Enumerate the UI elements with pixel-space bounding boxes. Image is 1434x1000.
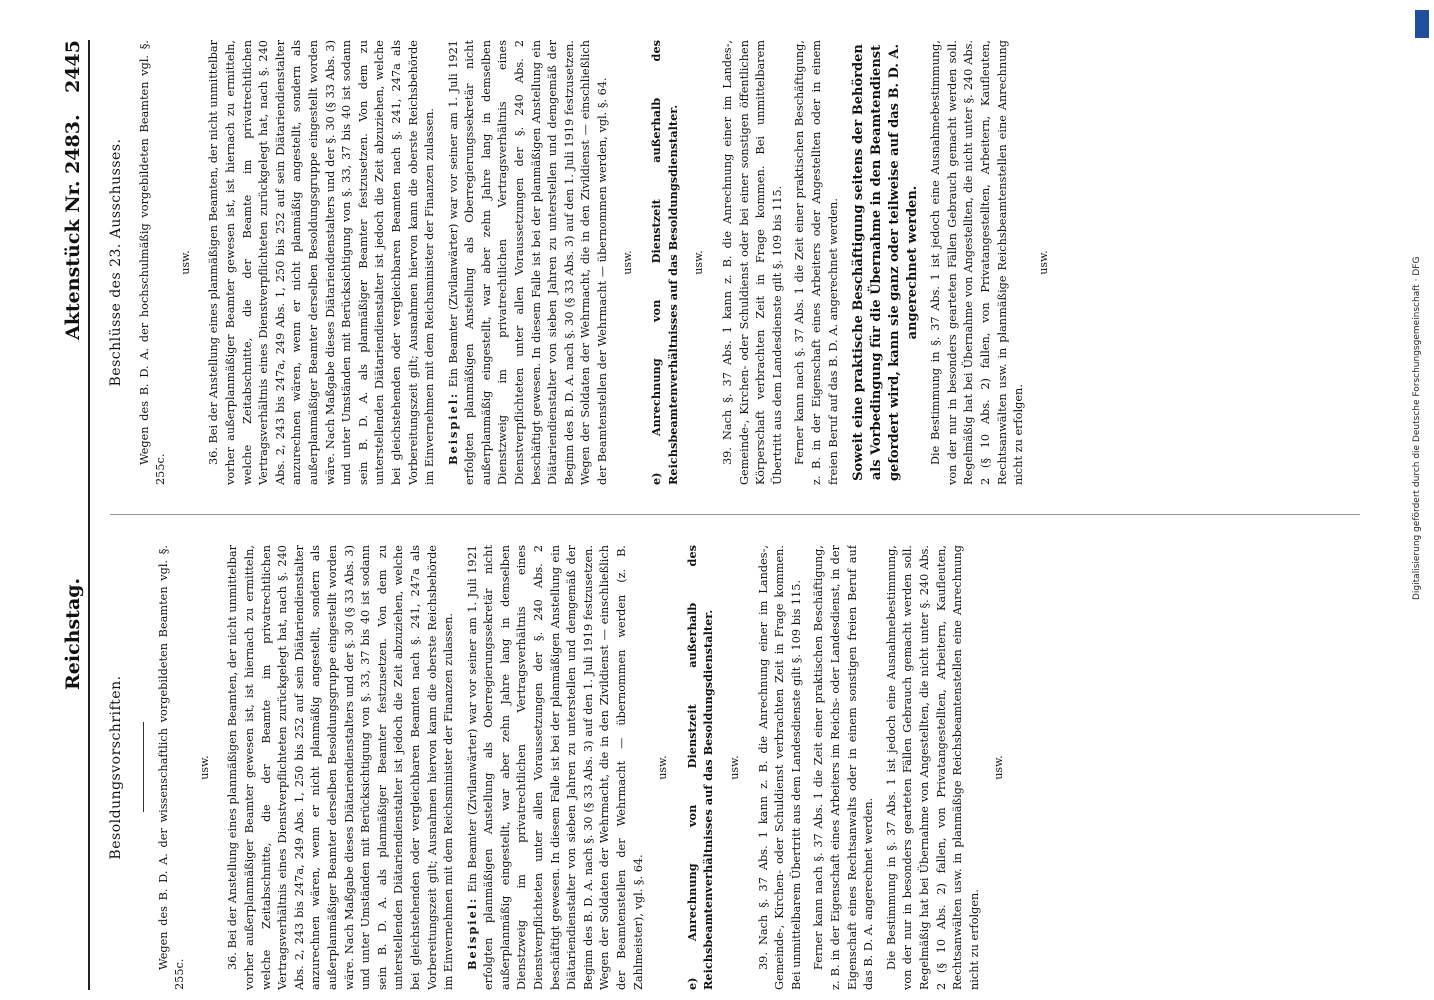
right-para-ferner: Ferner kann nach §. 37 Abs. 1 die Zeit einer praktischen Beschäftigung, z. B. in der Eigenschaft eines Arbeiters oder Angestellten oder in einem freien Beruf auf das B. D. A. angerechnet werden. [793,40,840,485]
left-intro: Wegen des B. D. A. der wissenschaftlich vorgebildeten Beamten vgl. §. 255c. [156,545,187,990]
left-para-bestimmung: Die Bestimmung in §. 37 Abs. 1 ist jedoch eine Ausnahmebestimmung, von der nur in besonders gearteten Fällen Gebrauch gemacht werden soll. Regelmäßig hat bei Übernahme von Angestellten, die nicht unter §. 240 Abs. 2 (§ 10 Abs. 2) fallen, von Privatangestellten, Arbeitern, Kaufleuten, Rechtsanwälten usw. in planmäßige Reichsbeamtenstellen eine Anrechnung nicht zu erfolgen. [884,545,981,990]
dfg-logo [1415,10,1429,38]
right-para-36: 36. Bei der Anstellung eines planmäßigen Beamten, der nicht unmittelbar vorher außerplanmäßiger Beamter gewesen ist, ist hiernach zu ermitteln, welche Zeitabschnitte, die der Beamte im privatrechtlichen Vertragsverhältnis eines Dienstverpflichteten zurückgelegt hat, nach §. 240 Abs. 2, 243 bis 247a, 249 Abs. 1, 250 bis 252 auf sein Diätariendienstalter anzurechnen wären, wenn er nicht planmäßig angestellt, sondern als außerplanmäßiger Beamter derselben Besoldungsgruppe eingestellt worden wäre. Nach Maßgabe dieses Diätariendienstalters und der §. 30 (§ 33 Abs. 3) und unter Umständen mit Berücksichtigung von §. 33, 37 bis 40 ist sodann sein B. D. A. als planmäßiger Beamter festzusetzen. Von dem zu unterstellenden Diätariendienstalter ist jedoch die Zeit abzuziehen, welche bei gleichstehenden oder vergleichbaren Beamten nach §. 241, 247a als Vorbereitungszeit gilt; Ausnahmen hiervon kann die oberste Reichsbehörde im Einvernehmen mit dem Reichsminister der Finanzen zulassen. [207,40,437,485]
right-column-title: Beschlüsse des 23. Ausschusses. [108,138,124,387]
left-section-e: e) Anrechnung von Dienstzeit außerhalb des Reichsbeamtenverhältnisses auf das Besoldungsdienstalter. [684,545,716,990]
usw-marker: usw. [178,250,192,275]
digitization-credit [1412,10,1432,600]
rotated-page-content [50,40,1380,990]
usw-marker: usw. [620,250,634,275]
left-para-39: 39. Nach §. 37 Abs. 1 kann z. B. die Anrechnung einer im Landes-, Gemeinde-, Kirchen- oder Schuldienst verbrachten Zeit in Frage kommen. Bei unmittelbarem Übertritt aus dem Landesdienste gilt §. 109 bis 115. [756,545,803,990]
right-para-bestimmung: Die Bestimmung in §. 37 Abs. 1 ist jedoch eine Ausnahmebestimmung, von der nur in besonders gearteten Fällen Gebrauch gemacht werden soll. Regelmäßig hat bei Übernahme von Angestellten, die nicht unter §. 240 Abs. 2 (§ 10 Abs. 2) fallen, von Privatangestellten, Arbeitern, Kaufleuten, Rechtsanwälten usw. in planmäßige Reichsbeamtenstellen eine Anrechnung nicht zu erfolgen. [929,40,1026,485]
right-section-e: e) Anrechnung von Dienstzeit außerhalb des Reichsbeamtenverhältnisses auf das Besoldungsdienstalter. [649,40,680,485]
usw-marker: usw. [197,755,211,780]
usw-marker: usw. [1036,250,1050,275]
right-example [445,40,612,485]
left-column-title: Besoldungsvorschriften. [108,545,144,990]
left-example [464,545,648,990]
example-text: Ein Beamter (Zivilanwärter) war vor seiner am 1. Juli 1921 erfolgten planmäßigen Anstellung als Oberregierungssekretär nicht außerplanmäßig eingestellt, war aber zehn Jahre lang in demselben Dienstzweig im privatrechtlichen Vertragsverhältnis eines Dienstverpflichteten unter allen Voraussetzungen der §. 240 Abs. 2 beschäftigt gewesen. In diesem Falle ist bei der planmäßigen Anstellung ein Diätariendienstalter von sieben Jahren zu unterstellen und demgemäß der Beginn des B. D. A. nach §. 30 (§ 33 Abs. 3) auf den 1. Juli 1919 festzusetzen. Wegen der Soldaten der Wehrmacht, die in den Zivildienst — einschließlich der Beamtenstellen der Wehrmacht — übernommen werden, vgl. §. 64. [446,40,610,485]
right-intro: Wegen des B. D. A. der hochschulmäßig vorgebildeten Beamten vgl. §. 255c. [137,40,168,485]
usw-marker: usw. [692,250,706,275]
left-para-ferner: Ferner kann nach §. 37 Abs. 1 die Zeit einer praktischen Beschäftigung, z. B. in der Eigenschaft eines Arbeiters im Reichs- oder Landesdienst, in der Eigenschaft eines Rechtsanwalts oder in einem sonstigen freien Beruf auf das B. D. A. angerechnet werden. [812,545,876,990]
page-number: 2445 [62,40,84,93]
example-text: Ein Beamter (Zivilanwärter) war vor seiner am 1. Juli 1921 erfolgten planmäßigen Anstellung als Oberregierungssekretär nicht außerplanmäßig eingestellt, war aber zehn Jahre lang in demselben Dienstzweig im privatrechtlichen Vertragsverhältnis eines Dienstverpflichteten unter allen Voraussetzungen der §. 240 Abs. 2 beschäftigt gewesen. In diesem Falle ist bei der planmäßigen Anstellung ein Diätariendienstalter von sieben Jahren zu unterstellen und demgemäß der Beginn des B. D. A. nach §. 30 (§ 33 Abs. 3) auf den 1. Juli 1919 festzusetzen. Wegen der Soldaten der Wehrmacht, die in den Zivildienst — einschließlich der Beamtenstellen der Wehrmacht — übernommen werden (z. B. Zahlmeister), vgl. §. 64. [465,545,645,990]
usw-marker: usw. [656,755,670,780]
right-soweit-heading: Soweit eine praktische Beschäftigung seitens der Behörden als Vorbedingung für die Übernahme in den Beamtendienst gefordert wird, kann sie ganz oder teilweise auf das B. D. A. angerechnet werden. [851,43,921,482]
left-para-36: 36. Bei der Anstellung eines planmäßigen Beamten, der nicht unmittelbar vorher außerplanmäßiger Beamter gewesen ist, ist hiernach zu ermitteln, welche Zeitabschnitte, die der Beamte im privatrechtlichen Vertragsverhältnis eines Dienstverpflichteten zurückgelegt hat, nach §. 240 Abs. 2, 243 bis 247a, 249 Abs. 1, 250 bis 252 auf sein Diätariendienstalter anzurechnen wären, wenn er nicht planmäßig angestellt, sondern als außerplanmäßiger Beamter derselben Besoldungsgruppe eingestellt worden wäre. Nach Maßgabe dieses Diätariendienstalters und der §. 30 (§ 33 Abs. 3) und unter Umständen mit Berücksichtigung von §. 33, 37 bis 40 ist sodann sein B. D. A. als planmäßiger Beamter festzusetzen. Von dem zu unterstellenden Diätariendienstalter ist jedoch die Zeit abzuziehen, welche bei gleichstehenden oder vergleichbaren Beamten nach §. 241, 247a als Vorbereitungszeit gilt; Ausnahmen hiervon kann die oberste Reichsbehörde im Einvernehmen mit dem Reichsminister der Finanzen zulassen. [226,545,456,990]
header-aktenstueck: Aktenstück Nr. 2483. [62,114,84,340]
credit-text: Digitalisierung gefördert durch die Deutsche Forschungsgemeinschaft · DFG [1412,256,1422,600]
column-divider [110,514,1360,515]
header-reichstag: Reichstag. [62,577,84,690]
left-column [100,545,1370,990]
page-header [50,40,90,990]
example-label: Beispiel: [445,391,460,465]
usw-marker: usw. [728,755,741,780]
example-label: Beispiel: [464,896,479,970]
right-para-39: 39. Nach §. 37 Abs. 1 kann z. B. die Anrechnung einer im Landes-, Gemeinde-, Kirchen- oder Schuldienst oder bei einer sonstigen öffentlichen Körperschaft verbrachten Zeit in Frage kommen. Bei unmittelbarem Übertritt aus dem Landesdienste gilt §. 109 bis 115. [721,40,784,485]
usw-marker: usw. [992,755,1006,780]
right-column [100,40,1370,485]
